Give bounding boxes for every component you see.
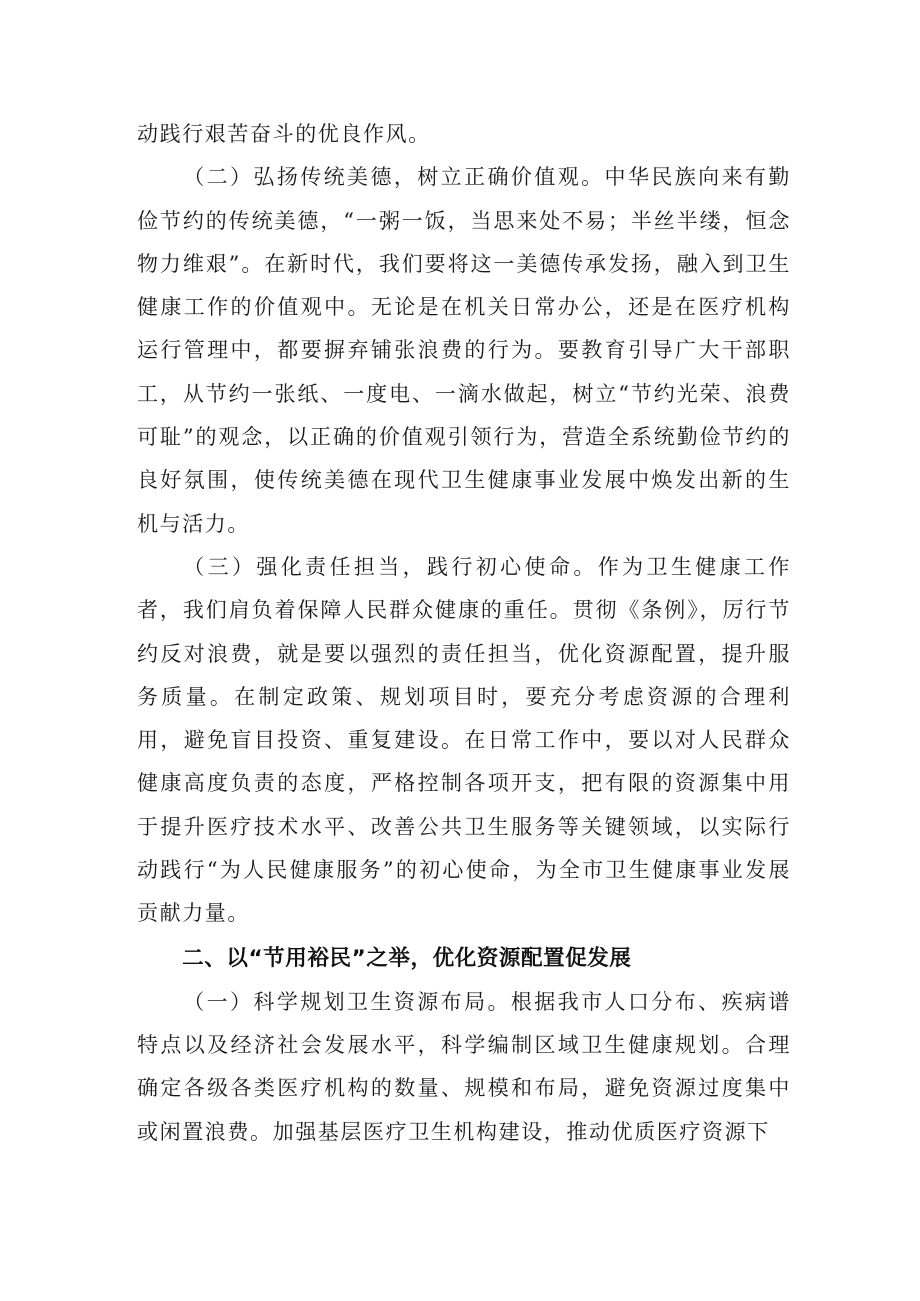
paragraph-sub-3: （三）强化责任担当，践行初心使命。作为卫生健康工作者，我们肩负着保障人民群众健康的重任。贯彻《条例》，厉行节约反对浪费，就是要以强烈的责任担当，优化资源配置，提升服务质量。在制定政策、规划项目时，要充分考虑资源的合理利用，避免盲目投资、重复建设。在日常工作中，要以对人民群众健康高度负责的态度，严格控制各项开支，把有限的资源集中用于提升医疗技术水平、改善公共卫生服务等关键领域，以实际行动践行“为人民健康服务”的初心使命，为全市卫生健康事业发展贡献力量。 xyxy=(137,554,791,926)
document-body xyxy=(137,113,791,1154)
paragraph-continuation: 动践行艰苦奋斗的优良作风。 xyxy=(137,122,431,146)
section-heading-2: 二、以“节用裕民”之举，优化资源配置促发展 xyxy=(182,945,632,971)
paragraph-sub-2: （二）弘扬传统美德，树立正确价值观。中华民族向来有勤俭节约的传统美德，“一粥一饭，当思来处不易；半丝半缕，恒念物力维艰”。在新时代，我们要将这一美德传承发扬，融入到卫生健康工作的价值观中。无论是在机关日常办公，还是在医疗机构运行管理中，都要摒弃铺张浪费的行为。要教育引导广大干部职工，从节约一张纸、一度电、一滴水做起，树立“节约光荣、浪费可耻”的观念，以正确的价值观引领行为，营造全系统勤俭节约的良好氛围，使传统美德在现代卫生健康事业发展中焕发出新的生机与活力。 xyxy=(137,165,791,536)
paragraph-sec2-sub-1: （一）科学规划卫生资源布局。根据我市人口分布、疾病谱特点以及经济社会发展水平，科学编制区域卫生健康规划。合理确定各级各类医疗机构的数量、规模和布局，避免资源过度集中或闲置浪费。加强基层医疗卫生机构建设，推动优质医疗资源下 xyxy=(137,989,791,1144)
